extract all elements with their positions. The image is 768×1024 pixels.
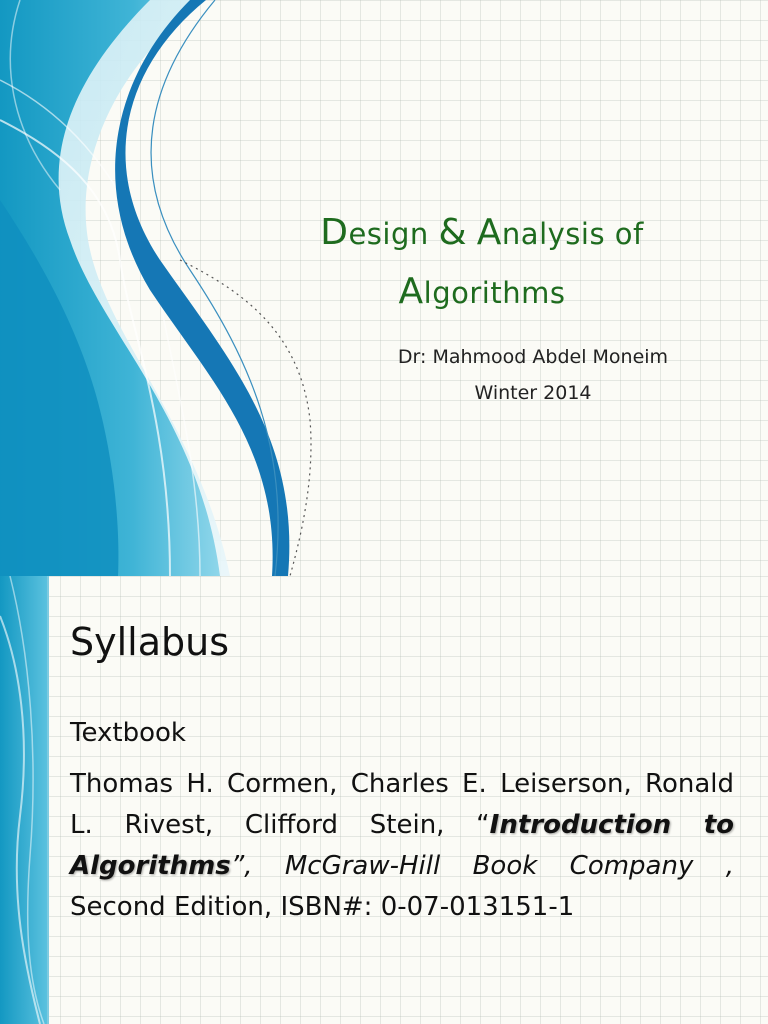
presentation-title [232,204,732,322]
slide-title: Syllabus [70,620,230,664]
author-name: Dr: Mahmood Abdel Moneim [397,346,669,368]
book-title: Introduction to Algorithms [70,810,734,881]
title-line-1 [232,204,732,263]
textbook-label: Textbook [70,718,186,748]
side-wave-decoration [0,576,60,1024]
citation-publisher: ”, McGraw-Hill Book Company , [230,851,734,881]
citation-authors: Thomas H. Cormen, Charles E. Leiserson, Ronald L. Rivest, Clifford Stein, “ [70,769,734,840]
textbook-citation [70,764,734,928]
term-label: Winter 2014 [474,382,592,404]
title-word: Analysis [476,212,606,253]
citation-edition: Second Edition, ISBN#: 0-07-013151-1 [70,892,575,922]
title-word: & [438,212,468,253]
title-word: of [614,217,644,251]
title-line-2: Algorithms [398,271,566,312]
title-word: Design [320,212,429,253]
